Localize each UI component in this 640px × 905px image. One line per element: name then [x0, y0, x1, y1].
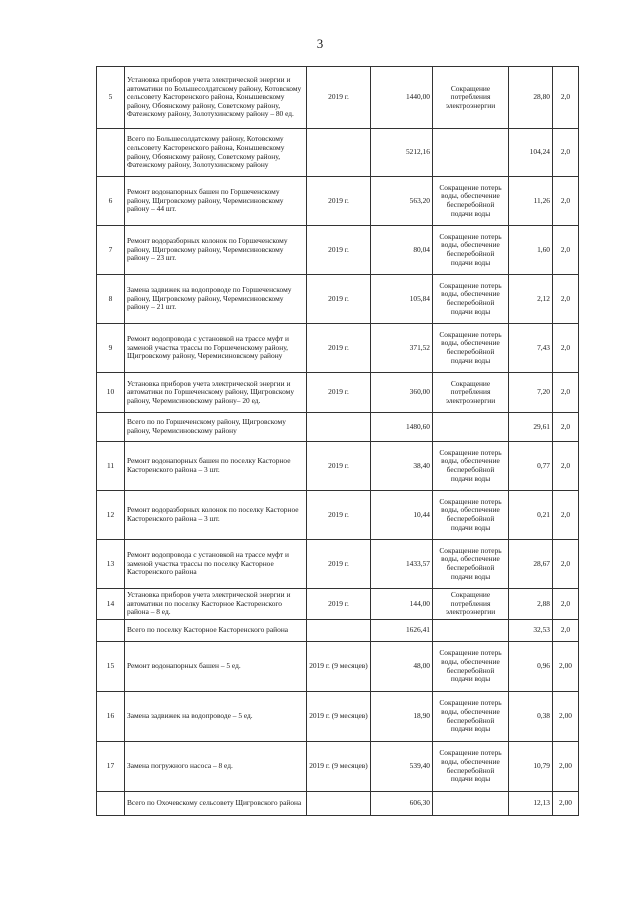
savings-value: 0,77 — [509, 442, 553, 491]
implementation-period: 2019 г. (9 месяцев) — [307, 692, 371, 742]
expected-effect: Сокращение потребления электроэнергии — [433, 589, 509, 620]
table-row — [97, 67, 579, 129]
savings-value: 29,61 — [509, 413, 553, 442]
cost-value: 360,00 — [371, 373, 433, 413]
row-number: 16 — [97, 692, 125, 742]
table-row — [97, 642, 579, 692]
implementation-period: 2019 г. (9 месяцев) — [307, 642, 371, 692]
measures-table — [96, 66, 579, 816]
measure-description: Ремонт водопровода с установкой на трассе муфт и заменой участка трассы по поселку Касторное Касторенского района — [125, 540, 307, 589]
cost-value: 80,04 — [371, 226, 433, 275]
table-row — [97, 226, 579, 275]
expected-effect — [433, 620, 509, 642]
row-number — [97, 792, 125, 816]
implementation-period — [307, 792, 371, 816]
row-number: 10 — [97, 373, 125, 413]
row-number: 12 — [97, 491, 125, 540]
measure-description: Ремонт водопровода с установкой на трассе муфт и заменой участка трассы по Горшеченскому району, Щигровскому району, Черемисиновскому району — [125, 324, 307, 373]
measure-description: Всего по по Горшеченскому району, Щигровскому району, Черемисиновскому району — [125, 413, 307, 442]
expected-effect: Сокращение потерь воды, обеспечение бесперебойной подачи воды — [433, 226, 509, 275]
table-row — [97, 692, 579, 742]
table-row — [97, 589, 579, 620]
share-value: 2,0 — [553, 491, 579, 540]
expected-effect: Сокращение потерь воды, обеспечение бесперебойной подачи воды — [433, 177, 509, 226]
implementation-period: 2019 г. — [307, 540, 371, 589]
cost-value: 1626,41 — [371, 620, 433, 642]
measure-description: Замена задвижек на водопроводе – 5 ед. — [125, 692, 307, 742]
cost-value: 10,44 — [371, 491, 433, 540]
cost-value: 48,00 — [371, 642, 433, 692]
share-value: 2,0 — [553, 373, 579, 413]
share-value: 2,0 — [553, 67, 579, 129]
expected-effect — [433, 792, 509, 816]
table-row — [97, 324, 579, 373]
share-value: 2,0 — [553, 442, 579, 491]
savings-value: 104,24 — [509, 129, 553, 177]
measure-description: Всего по Большесолдатскому району, Котовскому сельсовету Касторенского района, Конышевскому району, Обоянскому району, Советскому району, Фатежскому району, Золотухинскому району — [125, 129, 307, 177]
savings-value: 11,26 — [509, 177, 553, 226]
implementation-period: 2019 г. — [307, 177, 371, 226]
implementation-period: 2019 г. (9 месяцев) — [307, 742, 371, 792]
expected-effect: Сокращение потерь воды, обеспечение бесперебойной подачи воды — [433, 742, 509, 792]
cost-value: 539,40 — [371, 742, 433, 792]
expected-effect: Сокращение потребления электроэнергии — [433, 67, 509, 129]
row-number — [97, 129, 125, 177]
savings-value: 0,96 — [509, 642, 553, 692]
share-value: 2,0 — [553, 413, 579, 442]
cost-value: 1433,57 — [371, 540, 433, 589]
row-number: 17 — [97, 742, 125, 792]
row-number: 9 — [97, 324, 125, 373]
share-value: 2,0 — [553, 177, 579, 226]
implementation-period — [307, 620, 371, 642]
measure-description: Ремонт водонапорных башен – 5 ед. — [125, 642, 307, 692]
share-value: 2,0 — [553, 275, 579, 324]
savings-value: 7,43 — [509, 324, 553, 373]
row-number: 5 — [97, 67, 125, 129]
cost-value: 18,90 — [371, 692, 433, 742]
table-row — [97, 373, 579, 413]
share-value: 2,0 — [553, 324, 579, 373]
savings-value: 7,20 — [509, 373, 553, 413]
table-body — [97, 67, 579, 816]
share-value: 2,0 — [553, 129, 579, 177]
implementation-period: 2019 г. — [307, 442, 371, 491]
savings-value: 0,21 — [509, 491, 553, 540]
page-number: 3 — [316, 36, 324, 51]
share-value: 2,0 — [553, 620, 579, 642]
table-row — [97, 442, 579, 491]
implementation-period: 2019 г. — [307, 589, 371, 620]
cost-value: 1480,60 — [371, 413, 433, 442]
table-row — [97, 540, 579, 589]
measure-description: Ремонт водоразборных колонок по Горшеченскому району, Щигровскому району, Черемисиновскому району – 23 шт. — [125, 226, 307, 275]
savings-value: 12,13 — [509, 792, 553, 816]
row-number — [97, 413, 125, 442]
share-value: 2,00 — [553, 692, 579, 742]
expected-effect: Сокращение потерь воды, обеспечение бесперебойной подачи воды — [433, 442, 509, 491]
cost-value: 144,00 — [371, 589, 433, 620]
cost-value: 371,52 — [371, 324, 433, 373]
measure-description: Ремонт водонапорных башен по Горшеченскому району, Щигровскому району, Черемисиновскому району – 44 шт. — [125, 177, 307, 226]
table-row — [97, 413, 579, 442]
cost-value: 105,84 — [371, 275, 433, 324]
measure-description: Установка приборов учета электрической энергии и автоматики по Горшеченскому району, Щигровскому району, Черемисиновскому району– 20 ед. — [125, 373, 307, 413]
cost-value: 563,20 — [371, 177, 433, 226]
savings-value: 28,67 — [509, 540, 553, 589]
measure-description: Ремонт водоразборных колонок по поселку Касторное Касторенского района – 3 шт. — [125, 491, 307, 540]
row-number: 8 — [97, 275, 125, 324]
share-value: 2,00 — [553, 642, 579, 692]
expected-effect: Сокращение потерь воды, обеспечение бесперебойной подачи воды — [433, 642, 509, 692]
measure-description: Всего по поселку Касторное Касторенского района — [125, 620, 307, 642]
share-value: 2,0 — [553, 589, 579, 620]
measure-description: Ремонт водонапорных башен по поселку Касторное Касторенского района – 3 шт. — [125, 442, 307, 491]
savings-value: 2,12 — [509, 275, 553, 324]
expected-effect: Сокращение потерь воды, обеспечение бесперебойной подачи воды — [433, 692, 509, 742]
share-value: 2,0 — [553, 540, 579, 589]
expected-effect: Сокращение потребления электроэнергии — [433, 373, 509, 413]
share-value: 2,00 — [553, 742, 579, 792]
implementation-period: 2019 г. — [307, 67, 371, 129]
measure-description: Замена погружного насоса – 8 ед. — [125, 742, 307, 792]
expected-effect — [433, 129, 509, 177]
savings-value: 10,79 — [509, 742, 553, 792]
savings-value: 28,80 — [509, 67, 553, 129]
measure-description: Установка приборов учета электрической энергии и автоматики по поселку Касторное Касторенского района – 8 ед. — [125, 589, 307, 620]
row-number: 15 — [97, 642, 125, 692]
cost-value: 1440,00 — [371, 67, 433, 129]
table-row — [97, 620, 579, 642]
table-row — [97, 129, 579, 177]
row-number: 7 — [97, 226, 125, 275]
cost-value: 606,30 — [371, 792, 433, 816]
table-row — [97, 792, 579, 816]
expected-effect: Сокращение потерь воды, обеспечение бесперебойной подачи воды — [433, 324, 509, 373]
row-number: 13 — [97, 540, 125, 589]
share-value: 2,0 — [553, 226, 579, 275]
implementation-period — [307, 129, 371, 177]
implementation-period: 2019 г. — [307, 226, 371, 275]
row-number: 14 — [97, 589, 125, 620]
savings-value: 2,88 — [509, 589, 553, 620]
implementation-period: 2019 г. — [307, 491, 371, 540]
savings-value: 0,38 — [509, 692, 553, 742]
implementation-period: 2019 г. — [307, 275, 371, 324]
measure-description: Всего по Охочевскому сельсовету Щигровского района — [125, 792, 307, 816]
table-row — [97, 491, 579, 540]
row-number: 6 — [97, 177, 125, 226]
implementation-period: 2019 г. — [307, 324, 371, 373]
table-row — [97, 742, 579, 792]
table-row — [97, 275, 579, 324]
cost-value: 38,40 — [371, 442, 433, 491]
savings-value: 32,53 — [509, 620, 553, 642]
expected-effect: Сокращение потерь воды, обеспечение бесперебойной подачи воды — [433, 540, 509, 589]
savings-value: 1,60 — [509, 226, 553, 275]
measure-description: Замена задвижек на водопроводе по Горшеченскому району, Щигровскому району, Черемисиновскому району – 21 шт. — [125, 275, 307, 324]
expected-effect — [433, 413, 509, 442]
table-row — [97, 177, 579, 226]
row-number — [97, 620, 125, 642]
expected-effect: Сокращение потерь воды, обеспечение бесперебойной подачи воды — [433, 491, 509, 540]
measure-description: Установка приборов учета электрической энергии и автоматики по Большесолдатскому району, Котовскому сельсовету Касторенского района, Конышевскому району, Обоянскому району, Советскому району, Фатежскому району, Золотухинскому району – 80 ед. — [125, 67, 307, 129]
expected-effect: Сокращение потерь воды, обеспечение бесперебойной подачи воды — [433, 275, 509, 324]
implementation-period — [307, 413, 371, 442]
row-number: 11 — [97, 442, 125, 491]
implementation-period: 2019 г. — [307, 373, 371, 413]
cost-value: 5212,16 — [371, 129, 433, 177]
share-value: 2,00 — [553, 792, 579, 816]
